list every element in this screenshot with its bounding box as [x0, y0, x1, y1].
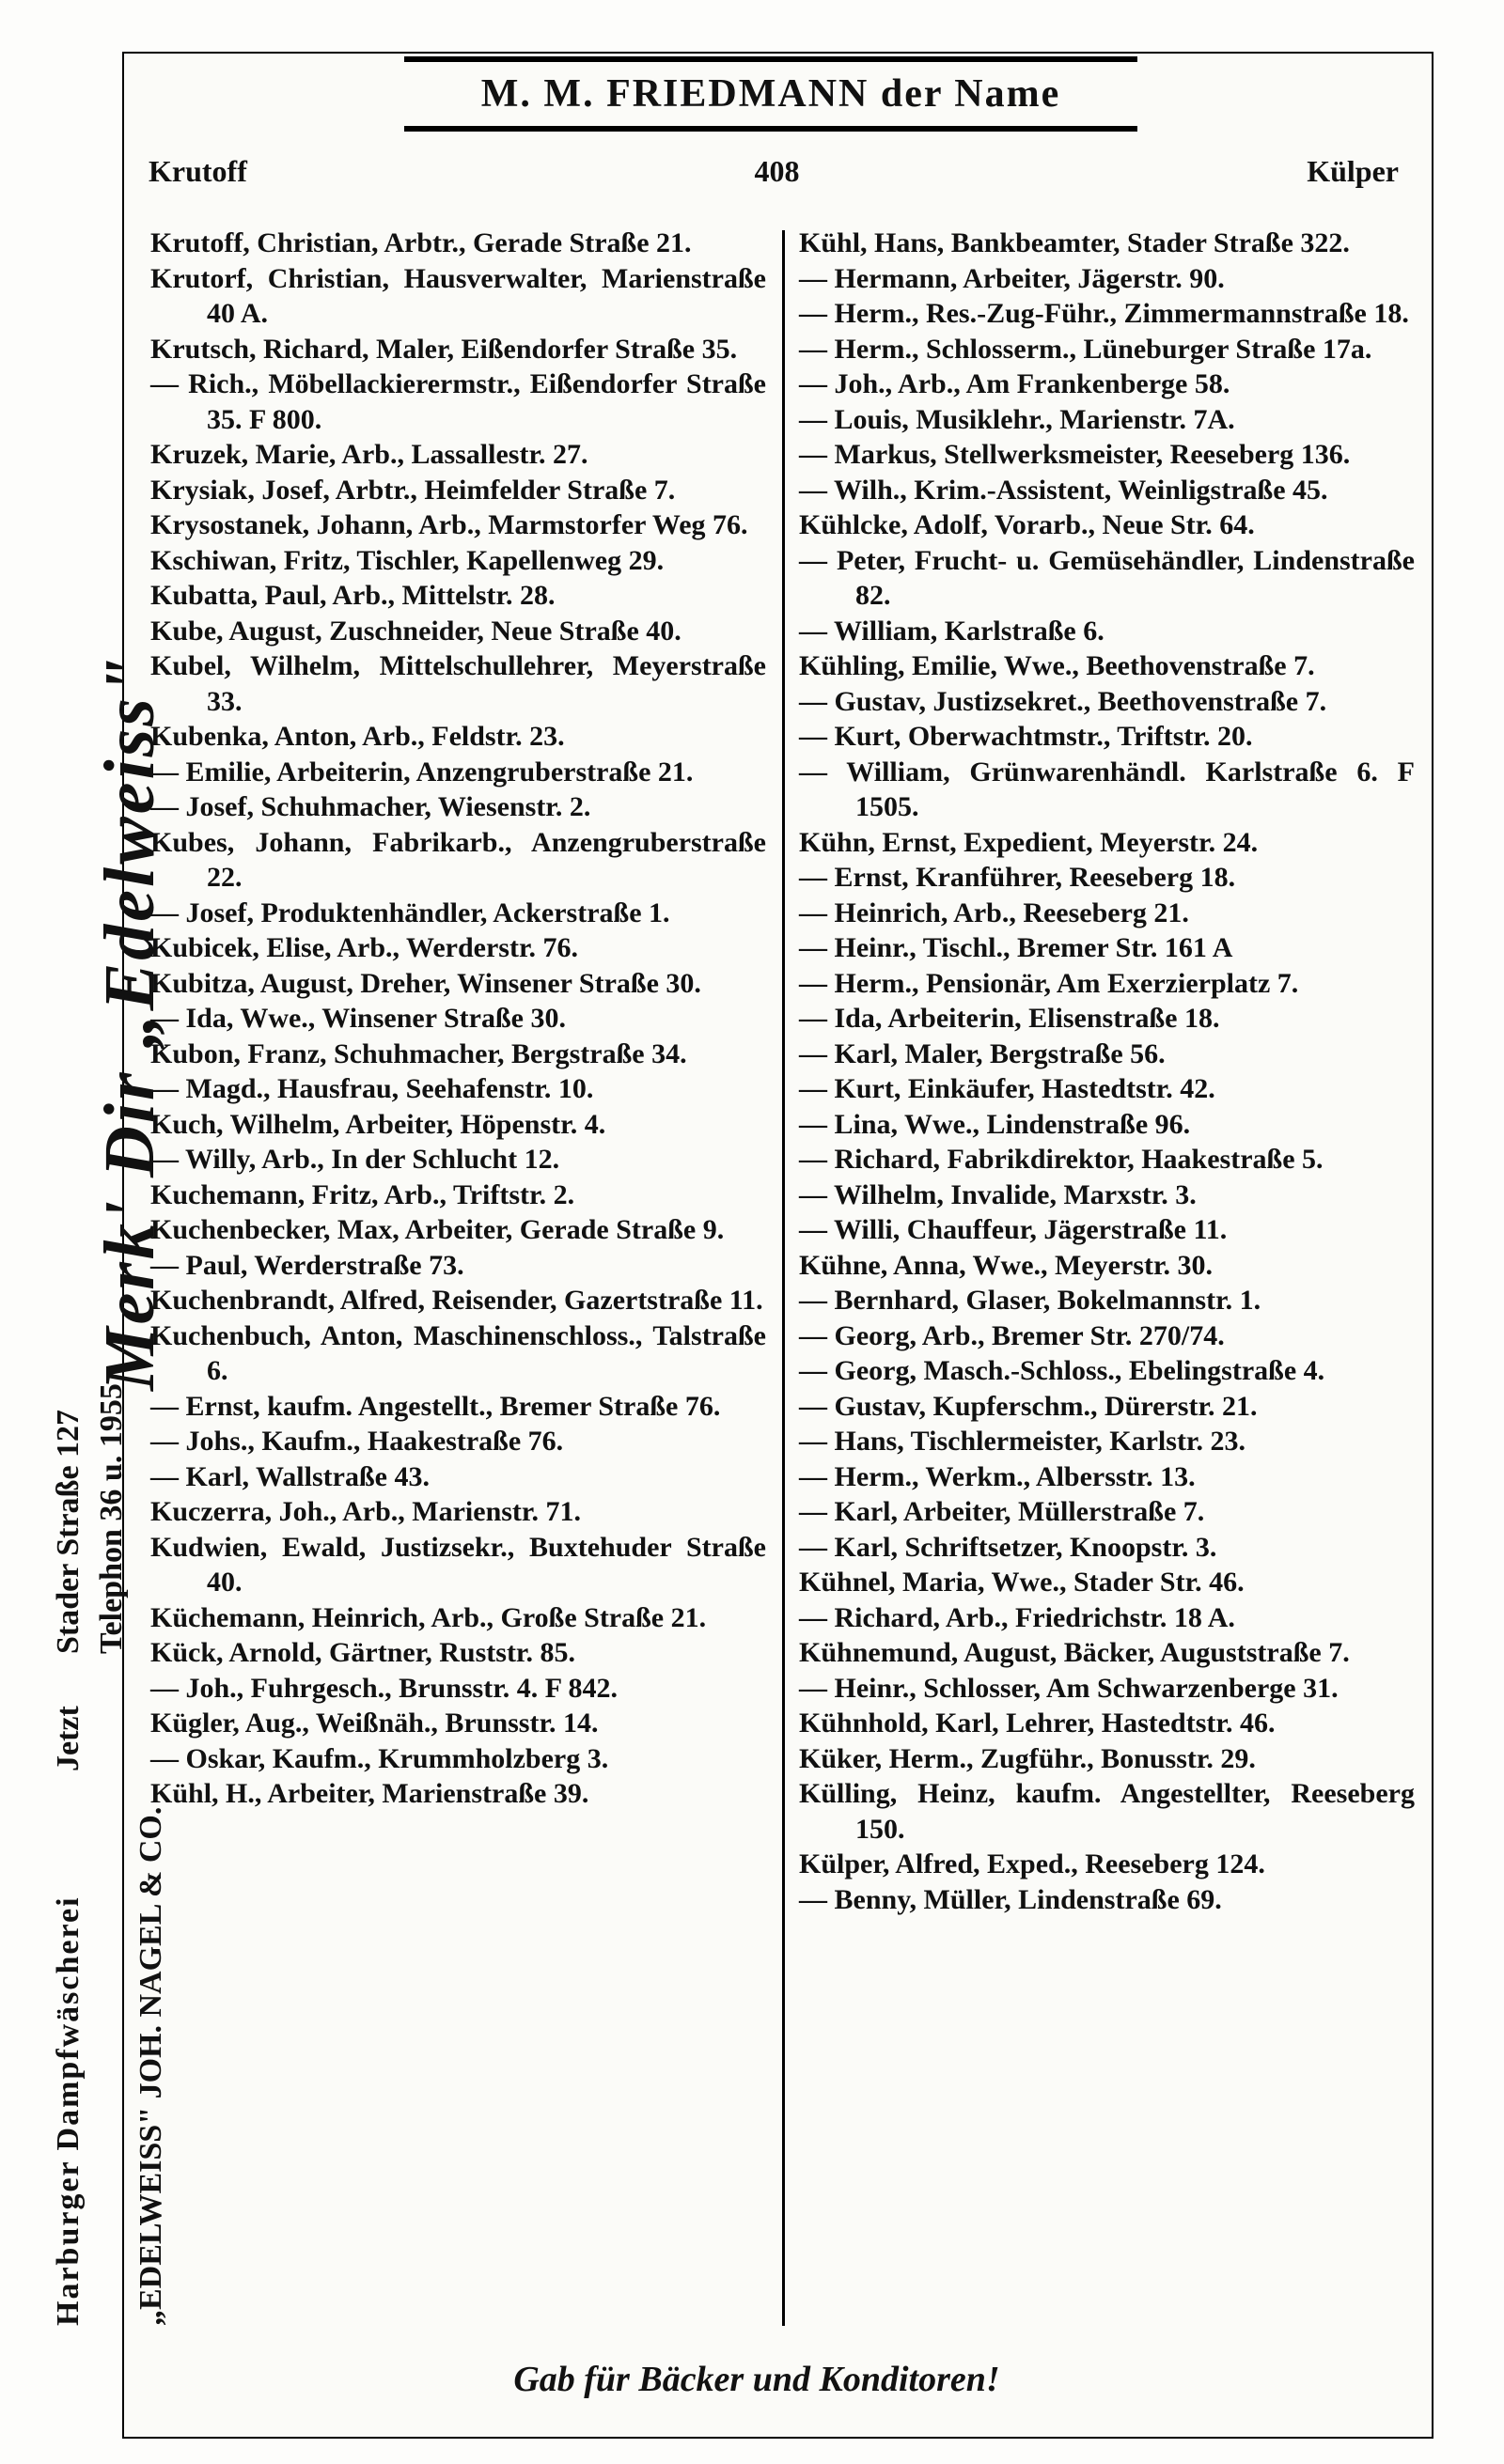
directory-entry: Kühne, Anna, Wwe., Meyerstr. 30. — [799, 1249, 1214, 1281]
directory-entry: — Emilie, Arbeiterin, Anzengruberstraße 21. — [150, 756, 694, 788]
directory-entry: Kubenka, Anton, Arb., Feldstr. 23. — [150, 721, 565, 752]
directory-entry: Kubatta, Paul, Arb., Mittelstr. 28. — [150, 580, 556, 611]
directory-entry: Kühlcke, Adolf, Vorarb., Neue Str. 64. — [799, 509, 1255, 540]
directory-entry: Kühnemund, August, Bäcker, Auguststraße 7. — [799, 1637, 1350, 1668]
directory-entry: Kschiwan, Fritz, Tischler, Kapellenweg 29. — [150, 544, 665, 576]
directory-entry: — Georg, Masch.-Schloss., Ebelingstraße 4. — [799, 1355, 1325, 1386]
side-address: Stader Straße 127 — [51, 1409, 86, 1654]
directory-entry: Kudwien, Ewald, Justizsekr., Buxtehuder Straße 40. — [150, 1531, 766, 1598]
directory-entry: — William, Karlstraße 6. — [799, 615, 1104, 647]
directory-entry: — Karl, Wallstraße 43. — [150, 1460, 430, 1492]
directory-entry: — Paul, Werderstraße 73. — [150, 1249, 464, 1281]
side-motto: Merk' Dir „Edelweiss" — [90, 653, 169, 1391]
directory-entry: — Ida, Wwe., Winsener Straße 30. — [150, 1003, 566, 1034]
directory-entry: — Herm., Werkm., Albersstr. 13. — [799, 1460, 1196, 1492]
directory-entry: — Heinrich, Arb., Reeseberg 21. — [799, 897, 1189, 928]
directory-entry: — Hans, Tischlermeister, Karlstr. 23. — [799, 1426, 1246, 1457]
directory-entry: Kruzek, Marie, Arb., Lassallestr. 27. — [150, 439, 588, 470]
directory-entry: — Karl, Schriftsetzer, Knoopstr. 3. — [799, 1531, 1217, 1563]
directory-entry: Kubitza, August, Dreher, Winsener Straße 30. — [150, 967, 701, 999]
directory-entry: Kubes, Johann, Fabrikarb., Anzengruberstraße 22. — [150, 826, 766, 893]
directory-entry: — Heinr., Schlosser, Am Schwarzenberge 31. — [799, 1672, 1339, 1704]
directory-entry: Küker, Herm., Zugführ., Bonusstr. 29. — [799, 1742, 1256, 1774]
directory-entry: Kuchenbrandt, Alfred, Reisender, Gazertstraße 11. — [150, 1285, 763, 1316]
directory-columns — [150, 226, 1429, 2335]
directory-entry: — Kurt, Einkäufer, Hastedtstr. 42. — [799, 1073, 1215, 1104]
directory-entry: Kück, Arnold, Gärtner, Ruststr. 85. — [150, 1637, 575, 1668]
right-column — [799, 226, 1415, 1917]
directory-entry: — Ernst, Kranführer, Reeseberg 18. — [799, 862, 1236, 893]
directory-entry: — Heinr., Tischl., Bremer Str. 161 A — [799, 932, 1233, 963]
footer-advertisement: Gab für Bäcker und Konditoren! — [513, 2360, 1000, 2399]
directory-entry: — Magd., Hausfrau, Seehafenstr. 10. — [150, 1073, 594, 1104]
directory-entry: Kube, August, Zuschneider, Neue Straße 40. — [150, 615, 682, 647]
directory-entry: — Benny, Müller, Lindenstraße 69. — [799, 1883, 1222, 1915]
directory-entry: — Georg, Arb., Bremer Str. 270/74. — [799, 1319, 1225, 1351]
side-brand: „EDELWEISS" JOH. NAGEL & CO. — [133, 1806, 168, 2326]
directory-entry: — Richard, Fabrikdirektor, Haakestraße 5. — [799, 1144, 1324, 1175]
directory-entry: — Herm., Pensionär, Am Exerzierplatz 7. — [799, 967, 1299, 999]
directory-entry: Külling, Heinz, kaufm. Angestellter, Reeseberg 150. — [799, 1778, 1415, 1845]
directory-entry: Külper, Alfred, Exped., Reeseberg 124. — [799, 1848, 1265, 1879]
directory-entry: Küchemann, Heinrich, Arb., Große Straße 21. — [150, 1601, 707, 1633]
directory-entry: Kühl, H., Arbeiter, Marienstraße 39. — [150, 1778, 589, 1809]
directory-entry: Kuch, Wilhelm, Arbeiter, Höpenstr. 4. — [150, 1108, 606, 1140]
directory-entry: — Joh., Arb., Am Frankenberge 58. — [799, 368, 1230, 399]
directory-entry: — Gustav, Justizsekret., Beethovenstraße 7. — [799, 685, 1327, 717]
running-head — [149, 150, 1399, 192]
directory-entry: — Joh., Fuhrgesch., Brunsstr. 4. F 842. — [150, 1672, 618, 1704]
directory-entry: Kühn, Ernst, Expedient, Meyerstr. 24. — [799, 826, 1259, 858]
directory-entry: — Kurt, Oberwachtmstr., Triftstr. 20. — [799, 721, 1253, 752]
side-phone: Telephon 36 u. 1955 — [94, 1383, 129, 1654]
directory-entry: Kühling, Emilie, Wwe., Beethovenstraße 7. — [799, 650, 1315, 681]
directory-entry: — Karl, Arbeiter, Müllerstraße 7. — [799, 1496, 1205, 1527]
top-banner-advertisement: M. M. FRIEDMANN der Name — [404, 56, 1137, 132]
directory-entry: — Gustav, Kupferschm., Dürerstr. 21. — [799, 1390, 1258, 1422]
directory-entry: — Wilh., Krim.-Assistent, Weinligstraße 45. — [799, 474, 1328, 506]
directory-entry: — Bernhard, Glaser, Bokelmannstr. 1. — [799, 1285, 1261, 1316]
directory-entry: — Richard, Arb., Friedrichstr. 18 A. — [799, 1601, 1235, 1633]
directory-entry: — Ida, Arbeiterin, Elisenstraße 18. — [799, 1003, 1220, 1034]
directory-entry: Kubon, Franz, Schuhmacher, Bergstraße 34. — [150, 1037, 687, 1069]
directory-entry: — Willi, Chauffeur, Jägerstraße 11. — [799, 1214, 1228, 1245]
directory-entry: Krysiak, Josef, Arbtr., Heimfelder Straße 7. — [150, 474, 676, 506]
directory-entry: Kuchemann, Fritz, Arb., Triftstr. 2. — [150, 1178, 575, 1210]
side-advertisement-secondary — [38, 207, 141, 2340]
directory-entry: — Ernst, kaufm. Angestellt., Bremer Straße 76. — [150, 1390, 721, 1422]
directory-entry: — Willy, Arb., In der Schlucht 12. — [150, 1144, 560, 1175]
side-advertiser: Harburger Dampfwäscherei — [51, 1895, 86, 2326]
header-last-name: Külper — [1307, 153, 1399, 188]
left-column — [150, 226, 766, 1812]
directory-entry: Kuchenbecker, Max, Arbeiter, Gerade Straße 9. — [150, 1214, 725, 1245]
directory-entry: — Rich., Möbellackierermstr., Eißendorfer Straße 35. F 800. — [150, 368, 766, 435]
directory-entry: Kubel, Wilhelm, Mittelschullehrer, Meyerstraße 33. — [150, 650, 766, 717]
directory-entry: — Herm., Schlosserm., Lüneburger Straße 17a. — [799, 333, 1372, 365]
directory-entry: Krutsch, Richard, Maler, Eißendorfer Straße 35. — [150, 333, 738, 365]
directory-entry: — Oskar, Kaufm., Krummholzberg 3. — [150, 1742, 609, 1774]
directory-entry: — Markus, Stellwerksmeister, Reeseberg 136. — [799, 439, 1351, 470]
directory-entry: — Karl, Maler, Bergstraße 56. — [799, 1037, 1166, 1069]
column-divider — [782, 230, 785, 2326]
directory-entry: — William, Grünwarenhändl. Karlstraße 6. F 1505. — [799, 756, 1415, 822]
directory-entry: Krutorf, Christian, Hausverwalter, Marienstraße 40 A. — [150, 262, 766, 329]
directory-entry: — Lina, Wwe., Lindenstraße 96. — [799, 1108, 1191, 1140]
directory-entry: Kuczerra, Joh., Arb., Marienstr. 71. — [150, 1496, 581, 1527]
directory-entry: Kühnel, Maria, Wwe., Stader Str. 46. — [799, 1567, 1245, 1598]
directory-entry: — Wilhelm, Invalide, Marxstr. 3. — [799, 1178, 1197, 1210]
directory-entry: Kubicek, Elise, Arb., Werderstr. 76. — [150, 932, 579, 963]
directory-entry: — Josef, Produktenhändler, Ackerstraße 1. — [150, 897, 670, 928]
directory-entry: — Josef, Schuhmacher, Wiesenstr. 2. — [150, 791, 591, 822]
directory-entry: Krutoff, Christian, Arbtr., Gerade Straße 21. — [150, 227, 692, 258]
directory-entry: — Louis, Musiklehr., Marienstr. 7A. — [799, 403, 1235, 435]
directory-entry: Kühl, Hans, Bankbeamter, Stader Straße 322. — [799, 227, 1350, 258]
directory-entry: — Johs., Kaufm., Haakestraße 76. — [150, 1426, 564, 1457]
directory-entry: Kühnhold, Karl, Lehrer, Hastedtstr. 46. — [799, 1708, 1276, 1739]
directory-entry: — Herm., Res.-Zug-Führ., Zimmermannstraße 18. — [799, 298, 1409, 329]
directory-entry: Kügler, Aug., Weißnäh., Brunsstr. 14. — [150, 1708, 599, 1739]
header-first-name: Krutoff — [149, 153, 247, 188]
page-number: 408 — [754, 153, 800, 188]
directory-entry: Krysostanek, Johann, Arb., Marmstorfer Weg 76. — [150, 509, 748, 540]
directory-entry: — Hermann, Arbeiter, Jägerstr. 90. — [799, 262, 1225, 294]
directory-entry: Kuchenbuch, Anton, Maschinenschloss., Talstraße 6. — [150, 1319, 766, 1386]
directory-entry: — Peter, Frucht- u. Gemüsehändler, Lindenstraße 82. — [799, 544, 1415, 611]
side-jetzt: Jetzt — [51, 1706, 86, 1771]
